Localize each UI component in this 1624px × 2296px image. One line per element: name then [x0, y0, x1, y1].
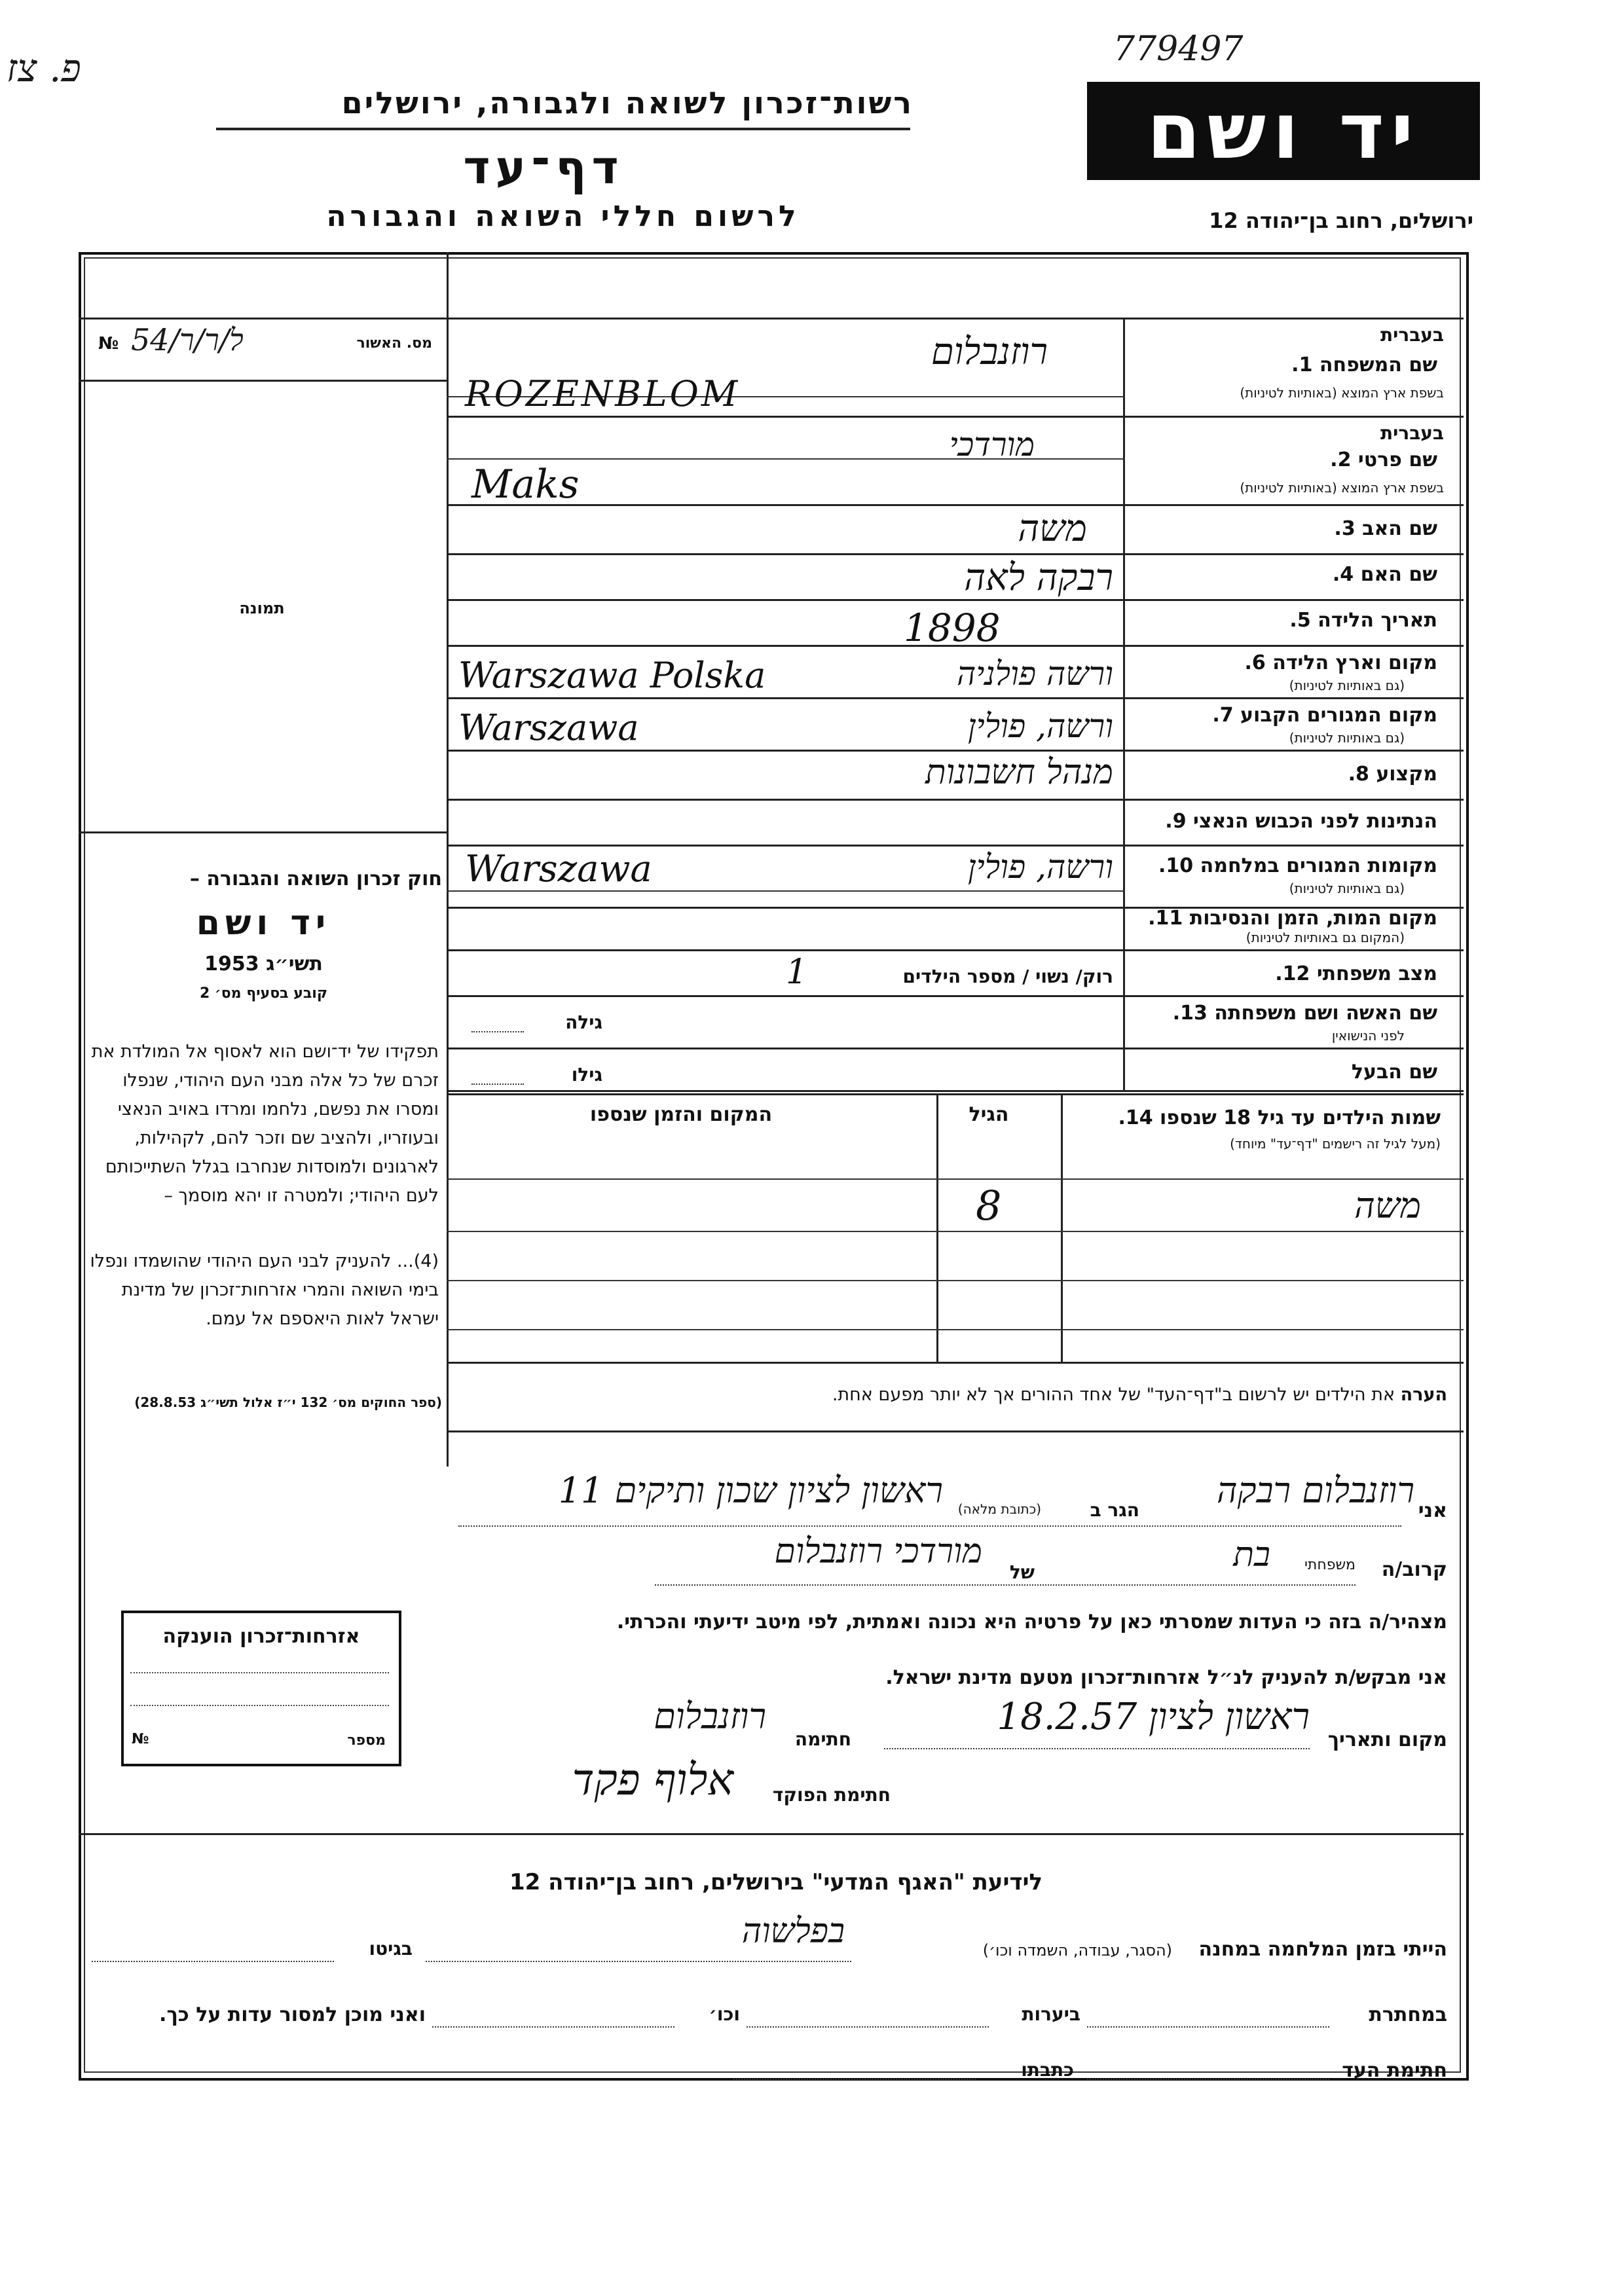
- field-2-value-he: מורדכי: [949, 426, 1035, 464]
- photo-label: תמונה: [239, 599, 285, 617]
- field-9-label: [1130, 810, 1437, 833]
- yad-vashem-logo: [1087, 82, 1480, 180]
- footer-etc-label: וכו׳: [709, 2003, 740, 2025]
- field-8-num: 8.: [1348, 763, 1369, 786]
- children-label: [1074, 1106, 1441, 1129]
- field-6-value-he: ורשה פולניה: [957, 655, 1113, 693]
- field-13-age-line: [471, 1031, 524, 1032]
- field-4-label: [1130, 563, 1437, 586]
- decl-line-3: [884, 1748, 1310, 1749]
- field-8-label: [1130, 763, 1437, 786]
- field-7-value-lat: Warszawa: [458, 707, 639, 748]
- children-label-text: שמות הילדים עד גיל 18 שנספו: [1160, 1106, 1441, 1129]
- field-2-label: [1130, 448, 1437, 471]
- field-11-label: [1130, 907, 1437, 930]
- footer-camp-line: [426, 1961, 851, 1962]
- decl-request: אני מבקש/ת להעניק לנ״ל אזרחות־זכרון מטעם מדינת ישראל.: [885, 1666, 1447, 1689]
- field-2-lang: בעברית: [1380, 422, 1444, 444]
- child-1-name: משה: [1354, 1185, 1421, 1226]
- field-10-label: [1130, 854, 1437, 877]
- decl-relation-label: קרוב/ה: [1381, 1558, 1447, 1581]
- logo-text: יד ושם: [1147, 86, 1420, 176]
- field-6-num: 6.: [1244, 651, 1266, 674]
- decl-line-1: [458, 1525, 1401, 1527]
- law-paragraph-2: (4)... להעניק לבני העם היהודי שהושמדו ונפלו בימי השואה והמרי אזרחות־זכרון של מדינת ישראל לאות היאספם אל עמם.: [90, 1251, 439, 1329]
- sep-14: [447, 1090, 1464, 1092]
- sep-4: [447, 599, 1464, 601]
- decl-declarant: רוזנבלום רבקה: [1216, 1470, 1414, 1511]
- field-5-label-text: תאריך הלידה: [1318, 609, 1437, 632]
- field-6-label: [1130, 651, 1437, 674]
- citizenship-line-1: [130, 1672, 389, 1673]
- citizenship-title: אזרחות־זכרון הוענקה: [162, 1625, 360, 1648]
- children-sub: (מעל לגיל זה רישמים "דף־עד" מיוחד): [1230, 1136, 1441, 1152]
- decl-ani: אני: [1418, 1499, 1447, 1522]
- field-5-num: 5.: [1289, 609, 1311, 632]
- husband-age-label: גילו: [571, 1064, 602, 1085]
- footer-hiding-label: במחתרת: [1369, 2003, 1447, 2026]
- form-title: דף־עד: [463, 141, 624, 194]
- field-1-sub: בשפת ארץ המוצא (באותיות לטיניות): [1240, 385, 1444, 401]
- decl-relative: מורדכי רוזנבלום: [774, 1532, 982, 1571]
- law-name: יד ושם: [196, 903, 331, 943]
- children-top-line: [447, 1093, 1464, 1095]
- field-2-label-text: שם פרטי: [1357, 448, 1437, 471]
- field-12-value: 1: [786, 953, 808, 992]
- note-top-line: [447, 1362, 1464, 1364]
- field-5-value: 1898: [904, 606, 1001, 650]
- law-paragraph-1: תפקידו של יד־ושם הוא לאסוף אל המולדת את זכרם של כל אלה מבני העם היהודי, שנפלו ומסרו את נפשם, נלחמו ומרדו באויב הנאצי ובעוזריו, ולהציב שם וזכר להם, לקהילות, לארגונים ולמוסדות שנחרבו בגלל השתייכותם לעם היהודי; ולמטרה זו יהא מוסמך –: [91, 1042, 439, 1206]
- field-4-num: 4.: [1332, 563, 1354, 586]
- decl-signature: רוזנבלום: [654, 1696, 766, 1737]
- footer-ghetto-line: [92, 1961, 334, 1962]
- sep-3: [447, 553, 1464, 555]
- field-9-num: 9.: [1165, 810, 1187, 833]
- approval-value: ל/ר/ר/54: [131, 322, 244, 357]
- note-line: [458, 1385, 1447, 1405]
- footer-info-line: לידיעת "האגף המדעי" בירושלים, רחוב בן־יהודה 12: [509, 1869, 1043, 1895]
- field-10-value-lat: Warszawa: [465, 848, 652, 890]
- left-panel-divider: [447, 252, 449, 1467]
- field-3-num: 3.: [1334, 517, 1356, 540]
- footer-witness-label: חתימת העד: [1342, 2059, 1447, 2082]
- sep-2: [447, 504, 1464, 506]
- footer-address-label: כתבתו: [1021, 2059, 1074, 2081]
- footer-address-line: [733, 2079, 976, 2080]
- decl-place-date-label: מקום ותאריך: [1327, 1728, 1447, 1751]
- field-1-num: 1.: [1291, 354, 1313, 376]
- field-13-label-text: שם האשה ושם משפחתה: [1214, 1002, 1437, 1025]
- note-bottom-line: [447, 1430, 1464, 1432]
- decl-relation-value: בת: [1233, 1535, 1270, 1575]
- field-13-sub: לפני הנישואין: [1331, 1028, 1405, 1044]
- children-col-divider-2: [1061, 1093, 1063, 1362]
- citizenship-line-2: [130, 1705, 389, 1706]
- approval-row: [92, 322, 439, 360]
- address: ירושלים, רחוב בן־יהודה 12: [1209, 208, 1473, 233]
- footer-witness-line: [1087, 2079, 1329, 2080]
- field-11-num: 11.: [1148, 907, 1183, 930]
- field-7-label: [1130, 704, 1437, 727]
- org-line: רשות־זכרון לשואה ולגבורה, ירושלים: [341, 85, 913, 120]
- sep-8: [447, 799, 1464, 801]
- footer-top-line: [79, 1833, 1464, 1835]
- sep-7: [447, 750, 1464, 752]
- approval-suffix: №: [98, 334, 119, 354]
- field-1-lang: בעברית: [1380, 324, 1444, 346]
- field-12-num: 12.: [1275, 962, 1310, 985]
- field-3-label: [1130, 517, 1437, 540]
- child-1-age: 8: [976, 1182, 1002, 1230]
- sep-1: [447, 416, 1464, 418]
- decl-residing: הגר ב: [1090, 1499, 1139, 1521]
- field-12-label: [1130, 962, 1437, 985]
- footer-forests-label: ביערות: [1022, 2003, 1080, 2025]
- field-13-age-label: גילה: [565, 1011, 602, 1033]
- approval-line: [79, 380, 449, 382]
- field-1-value-he: רוזנבלום: [931, 331, 1048, 373]
- label-column-divider: [1123, 318, 1125, 1090]
- field-5-label: [1130, 609, 1437, 632]
- decl-place-date-value: ראשון לציון 18.2.57: [997, 1696, 1310, 1738]
- law-year: תשי״ג 1953: [204, 953, 323, 975]
- sep-12: [447, 995, 1464, 997]
- footer-ghetto-label: בגיטו: [369, 1938, 413, 1959]
- decl-signature-label: חתימה: [794, 1728, 851, 1750]
- children-col-age: הגיל: [969, 1103, 1009, 1126]
- citizenship-box: [121, 1611, 401, 1766]
- field-7-num: 7.: [1212, 704, 1234, 727]
- husband-age-line: [471, 1084, 524, 1085]
- field-13-num: 13.: [1172, 1002, 1208, 1025]
- corner-mark: פ. צז: [7, 46, 81, 90]
- field-10-value-he: ורשה, פולין: [967, 848, 1113, 886]
- decl-relation-sub: משפחתי: [1304, 1557, 1356, 1573]
- footer-hiding-line: [1087, 2026, 1329, 2028]
- citizenship-number-suffix: №: [132, 1731, 149, 1747]
- field-3-value: משה: [1018, 507, 1087, 550]
- footer-ready-label: ואני מוכן למסור עדות על כך.: [159, 2003, 426, 2026]
- children-col-place: המקום והזמן שנספו: [589, 1103, 773, 1126]
- footer-etc-line: [432, 2026, 674, 2028]
- form-subtitle: לרשום חללי השואה והגבורה: [326, 200, 800, 233]
- field-2-sub: בשפת ארץ המוצא (באותיות לטיניות): [1240, 480, 1444, 496]
- law-title: חוק זכרון השואה והגבורה –: [189, 867, 442, 890]
- field-9-label-text: הנתינות לפני הכבוש הנאצי: [1193, 810, 1437, 833]
- stamp-number: 779497: [1113, 29, 1244, 69]
- footer-forests-line: [747, 2026, 989, 2028]
- sep-13: [447, 1048, 1464, 1049]
- field-1-label: [1130, 354, 1437, 376]
- footer-camp-sub: (הסגר, עבודה, השמדה וכו׳): [982, 1941, 1172, 1959]
- field-7-sub: (גם באותיות לטיניות): [1289, 730, 1405, 746]
- decl-address: ראשון לציון שכון ותיקים 11: [558, 1470, 943, 1511]
- husband-label: שם הבעל: [1351, 1061, 1437, 1084]
- field-6-sub: (גם באותיות לטיניות): [1289, 678, 1405, 693]
- sep-10a: [447, 890, 1124, 892]
- approval-label: מס. האשור: [356, 335, 432, 352]
- field-10-num: 10.: [1158, 854, 1194, 877]
- field-3-label-text: שם האב: [1362, 517, 1437, 540]
- law-footer: (ספר החוקים מס׳ 132 י״ז אלול תשי״ג 28.8.53): [134, 1394, 442, 1410]
- field-12-label-text: מצב משפחתי: [1316, 962, 1437, 985]
- sep-11: [447, 949, 1464, 951]
- children-col-divider-1: [936, 1093, 938, 1362]
- decl-of: של: [1009, 1561, 1035, 1583]
- field-11-label-text: מקום המות, הזמן והנסיבות: [1189, 907, 1437, 930]
- note-label: הערה: [1400, 1385, 1447, 1405]
- field-10-sub: (גם באותיות לטיניות): [1289, 881, 1405, 896]
- children-row-1-line: [447, 1231, 1464, 1232]
- sep-6: [447, 697, 1464, 699]
- field-11-sub: (המקום גם באותיות לטיניות): [1246, 930, 1405, 945]
- field-8-value: מנהל חשבונות: [925, 753, 1113, 792]
- field-2-value-lat: Maks: [471, 462, 580, 507]
- law-section: קובע בסעיף מס׳ 2: [199, 985, 328, 1002]
- field-6-label-text: מקום וארץ הלידה: [1272, 651, 1437, 674]
- decl-officer-signature: אלוף פקד: [572, 1755, 733, 1805]
- sep-9: [447, 845, 1464, 847]
- field-7-value-he: ורשה, פולין: [967, 707, 1113, 745]
- field-6-value-lat: Warszawa Polska: [458, 655, 766, 696]
- field-1-value-lat: ROZENBLOM: [465, 373, 741, 414]
- decl-residing-sub: (כתובת מלאה): [957, 1501, 1041, 1517]
- decl-statement: מצהיר/ה בזה כי העדות שמסרתי כאן על פרטיה היא נכונה ואמתית, לפי מיטב ידיעתי והכרתי.: [616, 1611, 1447, 1633]
- field-13-label: [1130, 1002, 1437, 1025]
- field-8-label-text: מקצוע: [1376, 763, 1437, 786]
- top-row-line: [79, 318, 1464, 319]
- note-text: את הילדים יש לרשום ב"דף־העד" של אחד ההורים אך לא יותר מפעם אחת.: [832, 1385, 1395, 1405]
- footer-camp-value: בפלשוה: [741, 1912, 845, 1951]
- citizenship-number-label: מספר: [347, 1732, 386, 1749]
- decl-line-2: [655, 1584, 1356, 1586]
- field-7-label-text: מקום המגורים הקבוע: [1240, 704, 1437, 727]
- org-underline: [216, 128, 910, 130]
- decl-officer-label: חתימת הפוקד: [772, 1784, 891, 1806]
- field-12-options: רוק/ נשוי / מספר הילדים: [902, 966, 1113, 987]
- field-1-label-text: שם המשפחה: [1319, 354, 1437, 376]
- children-num: 14.: [1118, 1106, 1153, 1129]
- children-row-2-line: [447, 1280, 1464, 1281]
- photo-bottom-line: [79, 831, 449, 833]
- field-4-value: רבקה לאה: [964, 556, 1113, 599]
- field-2-num: 2.: [1330, 448, 1352, 471]
- field-10-label-text: מקומות המגורים במלחמה: [1200, 854, 1437, 877]
- field-4-label-text: שם האם: [1360, 563, 1437, 586]
- children-header-line: [447, 1178, 1464, 1180]
- children-row-3-line: [447, 1329, 1464, 1330]
- footer-camp-label: הייתי בזמן המלחמה במחנה: [1198, 1938, 1447, 1961]
